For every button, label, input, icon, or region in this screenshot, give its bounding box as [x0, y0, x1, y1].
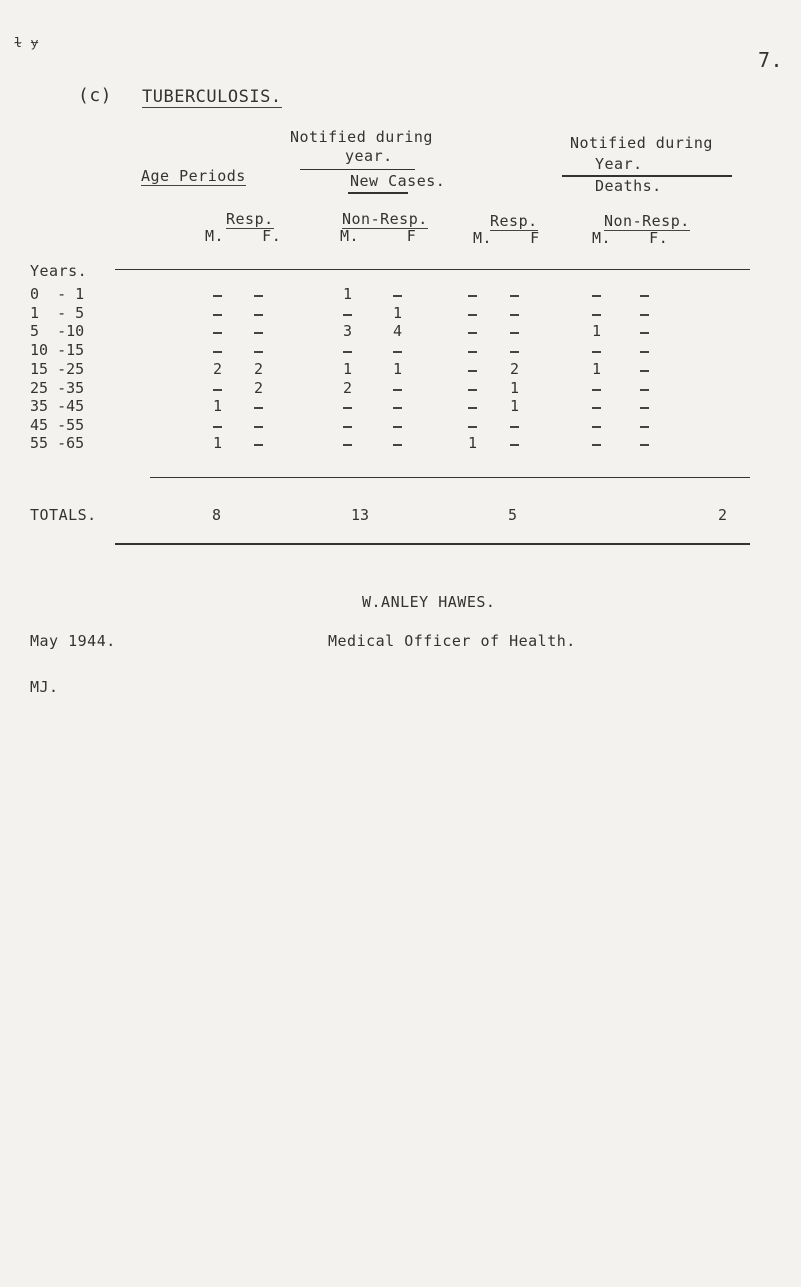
table-cell: 3: [343, 322, 353, 340]
table-cell-dash: [213, 295, 222, 297]
table-cell-dash: [343, 426, 352, 428]
notified-heading-right-year: Year.: [595, 155, 643, 173]
table-cell-dash: [468, 389, 477, 391]
table-cell-dash: [592, 444, 601, 446]
table-cell-dash: [393, 444, 402, 446]
table-cell-dash: [640, 370, 649, 372]
total-deaths-non-resp: 2: [718, 506, 728, 524]
table-cell: 2: [510, 360, 520, 378]
table-cell-dash: [254, 314, 263, 316]
table-cell-dash: [640, 426, 649, 428]
table-cell-dash: [213, 314, 222, 316]
table-cell: 4: [393, 322, 403, 340]
table-cell-dash: [468, 370, 477, 372]
age-label: 25 -35: [30, 379, 85, 397]
table-cell-dash: [510, 332, 519, 334]
totals-rule: [150, 477, 750, 478]
table-cell-dash: [510, 444, 519, 446]
age-label: 5 -10: [30, 322, 85, 340]
table-cell-dash: [592, 426, 601, 428]
notified-heading-left: Notified during: [290, 128, 433, 146]
age-periods-heading: Age Periods: [141, 167, 246, 185]
table-cell: 2: [213, 360, 223, 378]
age-label: 45 -55: [30, 416, 85, 434]
table-cell: 2: [254, 360, 264, 378]
table-cell-dash: [468, 407, 477, 409]
table-cell-dash: [640, 295, 649, 297]
table-cell: 1: [592, 322, 602, 340]
table-cell: 1: [510, 397, 520, 415]
table-cell-dash: [213, 332, 222, 334]
resp-heading-new: Resp.: [226, 210, 274, 228]
table-cell-dash: [640, 332, 649, 334]
reference-initials: MJ.: [30, 678, 59, 696]
age-label: 35 -45: [30, 397, 85, 415]
signature-name: W.ANLEY HAWES.: [362, 593, 496, 611]
table-cell-dash: [343, 444, 352, 446]
table-cell-dash: [468, 314, 477, 316]
total-deaths-resp: 5: [508, 506, 518, 524]
bottom-rule: [115, 543, 750, 545]
corner-marks: ɫ ɏ: [14, 36, 39, 51]
table-cell-dash: [510, 295, 519, 297]
non-resp-heading-deaths: Non-Resp.: [604, 212, 690, 230]
table-cell-dash: [343, 314, 352, 316]
table-cell-dash: [468, 426, 477, 428]
header-rule: [115, 269, 750, 270]
table-cell-dash: [254, 426, 263, 428]
notified-heading-right: Notified during: [570, 134, 713, 152]
age-label: 55 -65: [30, 434, 85, 452]
non-resp-heading-new: Non-Resp.: [342, 210, 428, 228]
deaths-heading: Deaths.: [595, 177, 662, 195]
table-cell-dash: [510, 314, 519, 316]
table-cell: 1: [393, 304, 403, 322]
page-number: 7.: [758, 48, 784, 72]
table-cell-dash: [393, 389, 402, 391]
notified-left-underline: [300, 169, 415, 170]
table-cell-dash: [213, 389, 222, 391]
table-cell-dash: [254, 407, 263, 409]
table-cell-dash: [640, 351, 649, 353]
section-letter: (c): [78, 85, 113, 106]
mf-label-4: M. F.: [592, 229, 669, 247]
table-cell-dash: [510, 351, 519, 353]
table-cell-dash: [640, 389, 649, 391]
age-label: 10 -15: [30, 341, 85, 359]
table-cell-dash: [592, 407, 601, 409]
table-cell-dash: [254, 295, 263, 297]
table-cell-dash: [343, 407, 352, 409]
table-cell-dash: [393, 407, 402, 409]
age-label: 1 - 5: [30, 304, 85, 322]
table-cell-dash: [468, 351, 477, 353]
years-label: Years.: [30, 262, 88, 280]
signature-title: Medical Officer of Health.: [328, 632, 576, 650]
table-cell-dash: [254, 444, 263, 446]
table-cell: 1: [393, 360, 403, 378]
table-cell-dash: [640, 314, 649, 316]
table-cell: 2: [343, 379, 353, 397]
new-cases-underline: [348, 192, 408, 194]
table-cell-dash: [592, 389, 601, 391]
table-cell: 1: [510, 379, 520, 397]
table-cell-dash: [640, 444, 649, 446]
table-cell-dash: [393, 426, 402, 428]
total-new-non-resp: 13: [351, 506, 370, 524]
table-cell: 1: [343, 285, 353, 303]
table-cell-dash: [254, 351, 263, 353]
table-cell-dash: [254, 332, 263, 334]
total-new-resp: 8: [212, 506, 222, 524]
table-cell-dash: [343, 351, 352, 353]
table-cell-dash: [393, 351, 402, 353]
mf-label-2: M. F: [340, 227, 417, 245]
resp-heading-deaths: Resp.: [490, 212, 538, 230]
table-cell-dash: [468, 332, 477, 334]
mf-label-3: M. F: [473, 229, 540, 247]
table-cell: 1: [213, 434, 223, 452]
report-date: May 1944.: [30, 632, 116, 650]
age-label: 0 - 1: [30, 285, 85, 303]
table-cell-dash: [213, 426, 222, 428]
notified-heading-left-year: year.: [345, 147, 393, 165]
age-label: 15 -25: [30, 360, 85, 378]
section-title: TUBERCULOSIS.: [142, 87, 282, 107]
table-cell-dash: [592, 351, 601, 353]
table-cell-dash: [393, 295, 402, 297]
new-cases-heading: New Cases.: [350, 172, 446, 190]
table-cell-dash: [592, 314, 601, 316]
totals-label: TOTALS.: [30, 506, 97, 524]
table-cell-dash: [640, 407, 649, 409]
table-cell: 1: [213, 397, 223, 415]
table-cell: 1: [592, 360, 602, 378]
table-cell: 2: [254, 379, 264, 397]
table-cell-dash: [510, 426, 519, 428]
mf-label-1: M. F.: [205, 227, 282, 245]
table-cell-dash: [468, 295, 477, 297]
table-cell-dash: [213, 351, 222, 353]
table-cell-dash: [592, 295, 601, 297]
table-cell: 1: [468, 434, 478, 452]
table-cell: 1: [343, 360, 353, 378]
